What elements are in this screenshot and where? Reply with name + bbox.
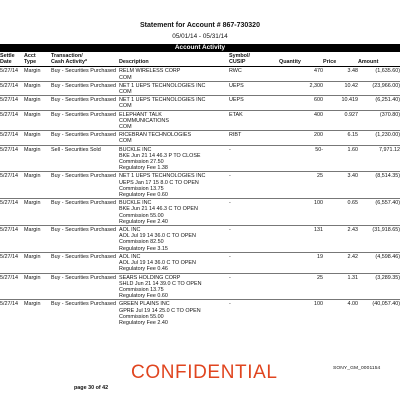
quantity-cell: 200: [279, 131, 323, 145]
symbol-cell: ETAK: [229, 110, 279, 131]
settle-date-cell: 5/27/14: [0, 273, 24, 300]
column-header-description: Description: [119, 53, 229, 67]
amount-cell: (31,918.65): [358, 226, 400, 253]
statement-title: Statement for Account # 867-730320: [140, 22, 260, 29]
settle-date-cell: 5/27/14: [0, 172, 24, 199]
column-header-settle-date: Settle Date: [0, 53, 24, 67]
description-cell: ELEPHANT TALK COMMUNICATIONS COM: [119, 110, 229, 131]
statement-date-range: 05/01/14 - 05/31/14: [172, 33, 228, 40]
settle-date-cell: 5/27/14: [0, 96, 24, 110]
acct-type-cell: Margin: [24, 226, 51, 253]
table-row: [0, 252, 400, 273]
acct-type-cell: Margin: [24, 81, 51, 95]
acct-type-cell: Margin: [24, 273, 51, 300]
settle-date-cell: 5/27/14: [0, 300, 24, 326]
price-cell: 1.31: [323, 273, 358, 300]
description-cell: NET 1 UEPS TECHNOLOGIES INC COM: [119, 81, 229, 95]
column-header-price: Price: [323, 53, 358, 67]
acct-type-cell: Margin: [24, 172, 51, 199]
quantity-cell: 100: [279, 300, 323, 326]
symbol-cell: RWC: [229, 68, 242, 75]
transaction-cell: Buy - Securities Purchased: [51, 300, 119, 326]
transaction-cell: Buy - Securities Purchased: [51, 199, 119, 226]
column-header-acct-type: Acct Type: [24, 53, 51, 67]
symbol-cell: RIBT: [229, 131, 279, 145]
table-row: [0, 96, 400, 110]
symbol-cell: -: [229, 199, 279, 226]
symbol-cell: -: [229, 300, 279, 326]
transaction-cell: Buy - Securities Purchased: [51, 172, 119, 199]
transaction-cell: Sell - Securities Sold: [51, 145, 119, 172]
symbol-cell: -: [229, 273, 279, 300]
quantity-cell: 19: [279, 252, 323, 273]
description-cell: SEARS HOLDING CORP SHLD Jun 21 14 39.0 C TO OPEN Commission 13.75 Regulatory Fee 0.60: [119, 273, 229, 300]
price-cell: 4.00: [323, 300, 358, 326]
settle-date-cell: 5/27/14: [0, 199, 24, 226]
settle-date-cell: 5/27/14: [0, 81, 24, 95]
acct-type-cell: Margin: [24, 145, 51, 172]
acct-type-cell: Margin: [24, 96, 51, 110]
amount-cell: (6,557.40): [358, 199, 400, 226]
account-activity-table: [0, 53, 400, 326]
column-header-amount: Amount: [358, 53, 400, 67]
description-cell: NET 1 UEPS TECHNOLOGIES INC UEPS Jan 17 15 8.0 C TO OPEN Commission 13.75 Regulatory Fee 0.60: [119, 172, 229, 199]
quantity-cell: 25: [279, 273, 323, 300]
table-row: [0, 226, 400, 253]
description-cell: RELM WIRELESS CORP COM: [119, 68, 181, 81]
transaction-cell: Buy - Securities Purchased: [51, 131, 119, 145]
transaction-cell: Buy - Securities Purchased: [51, 252, 119, 273]
document-id: SONY_GM_0001154: [333, 366, 381, 371]
acct-type-cell: Margin: [24, 300, 51, 326]
settle-date-cell: 5/27/14: [0, 145, 24, 172]
column-header-symbol: Symbol/ CUSIP: [229, 53, 279, 67]
description-cell: GREEN PLAINS INC GPRE Jul 19 14 25.0 C TO OPEN Commission 55.00 Regulatory Fee 2.40: [119, 300, 229, 326]
column-header-transaction: Transaction/ Cash Activity*: [51, 53, 119, 67]
settle-date-cell: 5/27/14: [0, 68, 18, 75]
price-cell: 0.65: [323, 199, 358, 226]
price-cell: 6.15: [323, 131, 358, 145]
column-header-quantity: Quantity: [279, 53, 323, 67]
amount-cell: (1,230.00): [358, 131, 400, 145]
amount-cell: (1,635.60): [375, 68, 400, 75]
table-row: [0, 110, 400, 131]
settle-date-cell: 5/27/14: [0, 226, 24, 253]
price-cell: 1.60: [323, 145, 358, 172]
transaction-cell: Buy - Securities Purchased: [51, 226, 119, 253]
symbol-cell: -: [229, 252, 279, 273]
description-cell: AOL INC AOL Jul 19 14 36.0 C TO OPEN Commission 82.50 Regulatory Fee 3.15: [119, 226, 229, 253]
quantity-cell: 100: [279, 199, 323, 226]
acct-type-cell: Margin: [24, 110, 51, 131]
settle-date-cell: 5/27/14: [0, 131, 24, 145]
table-row: [0, 300, 400, 326]
quantity-cell: 131: [279, 226, 323, 253]
amount-cell: (40,057.40): [358, 300, 400, 326]
table-row: [0, 199, 400, 226]
description-cell: AOL INC AOL Jul 19 14 36.0 C TO OPEN Regulatory Fee 0.46: [119, 252, 229, 273]
price-cell: 2.42: [323, 252, 358, 273]
quantity-cell: 2,300: [279, 81, 323, 95]
transaction-cell: Buy - Securities Purchased: [51, 96, 119, 110]
settle-date-cell: 5/27/14: [0, 252, 24, 273]
transaction-cell: Buy - Securities Purchased: [51, 68, 117, 75]
price-cell: 3.40: [323, 172, 358, 199]
acct-type-cell: Margin: [24, 252, 51, 273]
quantity-cell: 50-: [279, 145, 323, 172]
acct-type-cell: Margin: [24, 199, 51, 226]
page-number: page 30 of 42: [74, 385, 109, 391]
amount-cell: (4,598.46): [358, 252, 400, 273]
quantity-cell: 25: [279, 172, 323, 199]
table-row: [0, 145, 400, 172]
quantity-cell: 400: [279, 110, 323, 131]
price-cell: 2.43: [323, 226, 358, 253]
amount-cell: 7,971.12: [358, 145, 400, 172]
amount-cell: (6,251.40): [358, 96, 400, 110]
table-row: [0, 131, 400, 145]
table-row: [0, 67, 400, 81]
table-header-row: [0, 53, 400, 67]
symbol-cell: -: [229, 226, 279, 253]
acct-type-cell: Margin: [24, 68, 41, 75]
amount-cell: (23,966.00): [358, 81, 400, 95]
transaction-cell: Buy - Securities Purchased: [51, 273, 119, 300]
price-cell: 10.42: [323, 81, 358, 95]
description-cell: BUCKLE INC BKE Jun 21 14 46.3 P TO CLOSE Commission 27.50 Regulatory Fee 1.38: [119, 145, 229, 172]
table-row: [0, 273, 400, 300]
description-cell: NET 1 UEPS TECHNOLOGIES INC COM: [119, 96, 229, 110]
price-cell: 0.927: [323, 110, 358, 131]
symbol-cell: UEPS: [229, 96, 279, 110]
table-row: [0, 172, 400, 199]
symbol-cell: -: [229, 145, 279, 172]
settle-date-cell: 5/27/14: [0, 110, 24, 131]
quantity-cell: 600: [279, 96, 323, 110]
table-row: [0, 81, 400, 95]
confidential-stamp: CONFIDENTIAL: [131, 362, 278, 383]
description-cell: RICEBRAN TECHNOLOGIES COM: [119, 131, 229, 145]
transaction-cell: Buy - Securities Purchased: [51, 110, 119, 131]
amount-cell: (370.80): [358, 110, 400, 131]
description-cell: BUCKLE INC BKE Jun 21 14 46.3 C TO OPEN Commission 55.00 Regulatory Fee 2.40: [119, 199, 229, 226]
amount-cell: (3,289.35): [358, 273, 400, 300]
symbol-cell: -: [229, 172, 279, 199]
amount-cell: (8,514.35): [358, 172, 400, 199]
price-cell: 10.419: [323, 96, 358, 110]
acct-type-cell: Margin: [24, 131, 51, 145]
section-header-account-activity: Account Activity: [0, 44, 400, 52]
quantity-cell: 470: [314, 68, 323, 75]
price-cell: 3.48: [347, 68, 358, 75]
transaction-cell: Buy - Securities Purchased: [51, 81, 119, 95]
symbol-cell: UEPS: [229, 81, 279, 95]
